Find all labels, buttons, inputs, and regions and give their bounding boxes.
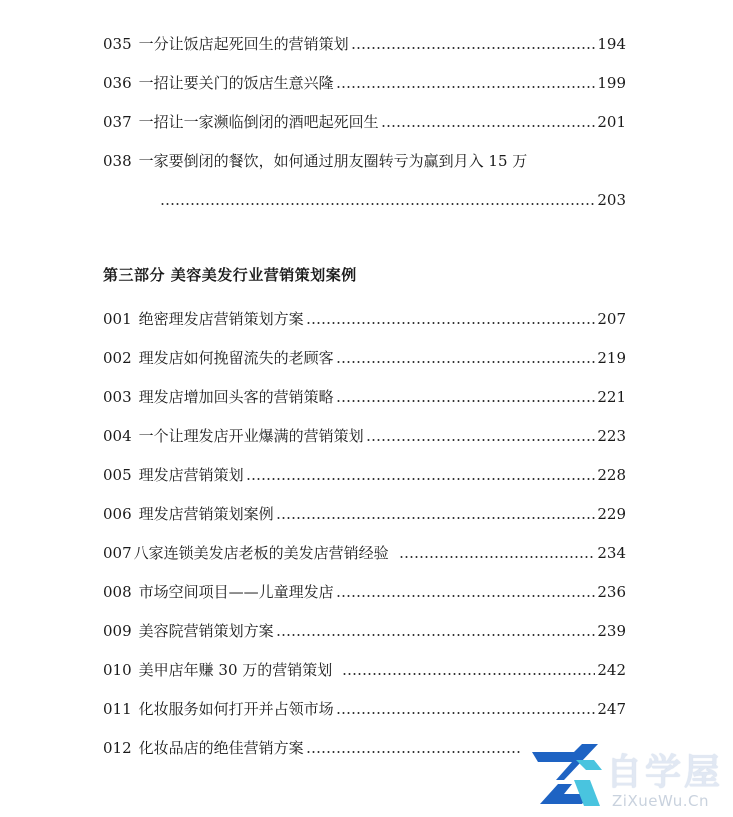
dot-leader [276, 517, 596, 519]
dot-leader [399, 556, 596, 558]
entry-page: 194 [597, 35, 626, 53]
dot-leader [306, 322, 596, 324]
entry-number: 035 [103, 35, 132, 53]
entry-title: 理发店增加回头客的营销策略 [138, 388, 334, 406]
toc-entry[interactable] [103, 576, 626, 602]
entry-number: 036 [103, 74, 132, 92]
entry-number: 002 [103, 349, 132, 367]
watermark-url: ZiXueWu.Cn [612, 792, 710, 810]
toc-entry[interactable] [103, 693, 626, 719]
toc-entry[interactable] [103, 106, 626, 132]
entry-title: 理发店营销策划 [138, 466, 244, 484]
entry-page: 247 [597, 700, 626, 718]
dot-leader [336, 712, 596, 714]
dot-leader [160, 203, 595, 205]
entry-title: 化妆品店的绝佳营销方案 [138, 739, 304, 757]
toc-entry[interactable] [103, 732, 523, 758]
toc-entry[interactable] [103, 420, 626, 446]
dot-leader [351, 47, 596, 49]
entry-title: 一个让理发店开业爆满的营销策划 [138, 427, 364, 445]
toc-entry[interactable] [103, 537, 626, 563]
entry-number: 001 [103, 310, 132, 328]
toc-entry[interactable] [103, 381, 626, 407]
dot-leader [336, 361, 596, 363]
entry-title: 一家要倒闭的餐饮，如何通过朋友圈转亏为赢到月入 15 万 [138, 152, 528, 170]
dot-leader [336, 400, 596, 402]
entry-number: 012 [103, 739, 132, 757]
entry-page: 199 [597, 74, 626, 92]
entry-title: 美甲店年赚 30 万的营销策划 [138, 661, 333, 679]
dot-leader [342, 673, 595, 675]
entry-number: 004 [103, 427, 132, 445]
entry-title: 理发店如何挽留流失的老顾客 [138, 349, 334, 367]
entry-page: 201 [597, 113, 626, 131]
entry-number: 038 [103, 152, 132, 170]
entry-page: 229 [597, 505, 626, 523]
entry-page: 242 [597, 661, 626, 679]
toc-entry[interactable] [103, 28, 626, 54]
dot-leader [306, 751, 521, 753]
watermark-title: 自学屋 [606, 752, 724, 793]
entry-page: 223 [597, 427, 626, 445]
zixuewu-logo-icon [528, 740, 606, 812]
entry-title: 绝密理发店营销策划方案 [138, 310, 304, 328]
entry-number: 005 [103, 466, 132, 484]
toc-entry[interactable] [103, 342, 626, 368]
entry-page: 219 [597, 349, 626, 367]
dot-leader [381, 125, 596, 127]
entry-page: 236 [597, 583, 626, 601]
entry-title: 市场空间项目——儿童理发店 [138, 583, 334, 601]
section-heading: 第三部分 美容美发行业营销策划案例 [103, 266, 357, 284]
toc-entry[interactable] [103, 654, 626, 680]
entry-page: 239 [597, 622, 626, 640]
dot-leader [336, 86, 596, 88]
entry-page: 221 [597, 388, 626, 406]
entry-page: 203 [597, 191, 626, 209]
entry-number: 037 [103, 113, 132, 131]
entry-page: 207 [597, 310, 626, 328]
entry-title: 一招让一家濒临倒闭的酒吧起死回生 [138, 113, 379, 131]
toc-entry-038[interactable] [103, 145, 626, 171]
toc-entry[interactable] [103, 459, 626, 485]
entry-number: 007 [103, 544, 132, 562]
toc-entry-038-continuation[interactable] [158, 184, 626, 210]
entry-number: 010 [103, 661, 132, 679]
entry-title: 一分让饭店起死回生的营销策划 [138, 35, 349, 53]
entry-title: 美容院营销策划方案 [138, 622, 274, 640]
entry-number: 009 [103, 622, 132, 640]
toc-entry[interactable] [103, 303, 626, 329]
entry-title: 理发店营销策划案例 [138, 505, 274, 523]
dot-leader [336, 595, 596, 597]
toc-entry[interactable] [103, 67, 626, 93]
toc-entry[interactable] [103, 498, 626, 524]
zixuewu-watermark [528, 740, 728, 814]
entry-title: 化妆服务如何打开并占领市场 [138, 700, 334, 718]
entry-number: 003 [103, 388, 132, 406]
entry-title: 八家连锁美发店老板的美发店营销经验 [133, 544, 389, 562]
entry-number: 008 [103, 583, 132, 601]
entry-number: 006 [103, 505, 132, 523]
dot-leader [276, 634, 596, 636]
entry-page: 228 [597, 466, 626, 484]
entry-title: 一招让要关门的饭店生意兴隆 [138, 74, 334, 92]
entry-number: 011 [103, 700, 132, 718]
dot-leader [366, 439, 596, 441]
toc-entry[interactable] [103, 615, 626, 641]
entry-page: 234 [597, 544, 626, 562]
dot-leader [246, 478, 596, 480]
